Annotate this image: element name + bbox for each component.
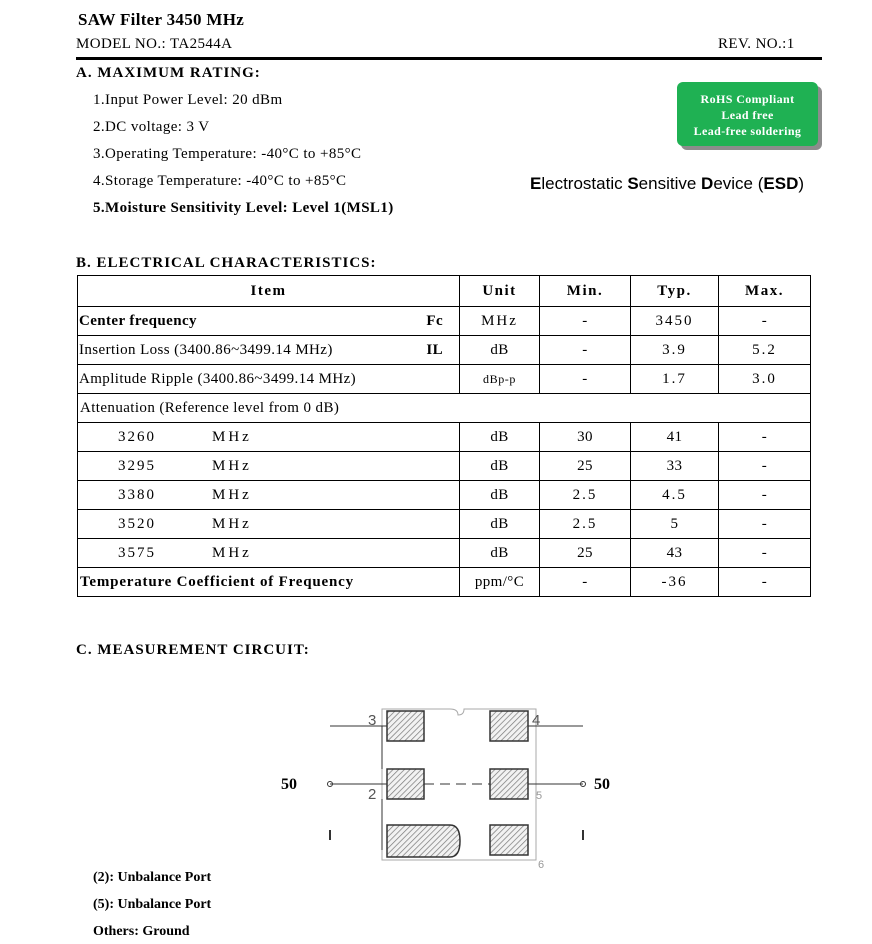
pin-label: 6 [538, 859, 545, 870]
left-impedance-label: 50 [281, 776, 297, 793]
port-note: (2): Unbalance Port [93, 870, 212, 885]
attenuation-label-row [78, 394, 811, 423]
section-c-heading: C. MEASUREMENT CIRCUIT: [76, 642, 310, 658]
header-rule [76, 57, 822, 60]
table-row: Center frequency Fc MHz - 3450 - [78, 307, 811, 336]
table-row: 3520 MHz dB 2.5 5 - [78, 510, 811, 539]
table-row: Amplitude Ripple (3400.86~3499.14 MHz) dBp-p - 1.7 3.0 [78, 365, 811, 394]
attenuation-label: Attenuation (Reference level from 0 dB) [78, 394, 811, 423]
pad-5 [490, 769, 528, 799]
rohs-line: Lead free [721, 108, 774, 122]
model-number: MODEL NO.: TA2544A [76, 36, 233, 52]
port-note: (5): Unbalance Port [93, 897, 212, 912]
table-row: Temperature Coefficient of Frequency ppm/°C - -36 - [78, 568, 811, 597]
section-b-heading: B. ELECTRICAL CHARACTERISTICS: [76, 255, 377, 271]
rating-item: 1.Input Power Level: 20 dBm [93, 92, 283, 108]
frequency-cell: 3380 MHz [78, 481, 460, 510]
rating-item: 4.Storage Temperature: -40°C to +85°C [93, 173, 347, 189]
column-header: Typ. [631, 276, 719, 307]
table-header-row [78, 276, 811, 307]
pad-2 [387, 769, 424, 799]
table-row: 3295 MHz dB 25 33 - [78, 452, 811, 481]
table-row: Insertion Loss (3400.86~3499.14 MHz) IL dB - 3.9 5.2 [78, 336, 811, 365]
pin-label: 3 [368, 712, 377, 729]
electrical-characteristics-table [77, 275, 811, 597]
pin-label: 4 [532, 712, 541, 729]
frequency-cell: 3295 MHz [78, 452, 460, 481]
document-title: SAW Filter 3450 MHz [78, 10, 245, 29]
frequency-cell: 3520 MHz [78, 510, 460, 539]
pin-label: 5 [536, 790, 543, 802]
rohs-badge [677, 82, 818, 146]
frequency-cell: 3575 MHz [78, 539, 460, 568]
frequency-cell: 3260 MHz [78, 423, 460, 452]
pin-label: 2 [368, 786, 377, 803]
table-row: 3260 MHz dB 30 41 - [78, 423, 811, 452]
column-header: Min. [540, 276, 631, 307]
section-a-heading: A. MAXIMUM RATING: [76, 65, 261, 81]
revision-number: REV. NO.:1 [718, 36, 795, 52]
port-note: Others: Ground [93, 924, 190, 939]
column-header: Unit [460, 276, 540, 307]
pad-4 [490, 711, 528, 741]
rohs-line: Lead-free soldering [693, 124, 802, 138]
column-header: Max. [719, 276, 811, 307]
measurement-circuit-diagram [300, 698, 600, 870]
item-cell: Insertion Loss (3400.86~3499.14 MHz) IL [78, 336, 460, 365]
rating-item-msl: 5.Moisture Sensitivity Level: Level 1(MSL1) [93, 200, 394, 216]
table-row: 3380 MHz dB 2.5 4.5 - [78, 481, 811, 510]
pad-ground-large [387, 825, 460, 857]
esd-notice: Electrostatic Sensitive Device (ESD) [530, 174, 805, 193]
item-cell: Amplitude Ripple (3400.86~3499.14 MHz) [78, 365, 460, 394]
pad-6 [490, 825, 528, 855]
rating-item: 2.DC voltage: 3 V [93, 119, 210, 135]
table-row: 3575 MHz dB 25 43 - [78, 539, 811, 568]
column-header: Item [78, 276, 460, 307]
item-cell: Center frequency Fc [78, 307, 460, 336]
rating-item: 3.Operating Temperature: -40°C to +85°C [93, 146, 362, 162]
rohs-line: RoHS Compliant [700, 92, 795, 106]
right-impedance-label: 50 [594, 776, 610, 793]
pad-3 [387, 711, 424, 741]
